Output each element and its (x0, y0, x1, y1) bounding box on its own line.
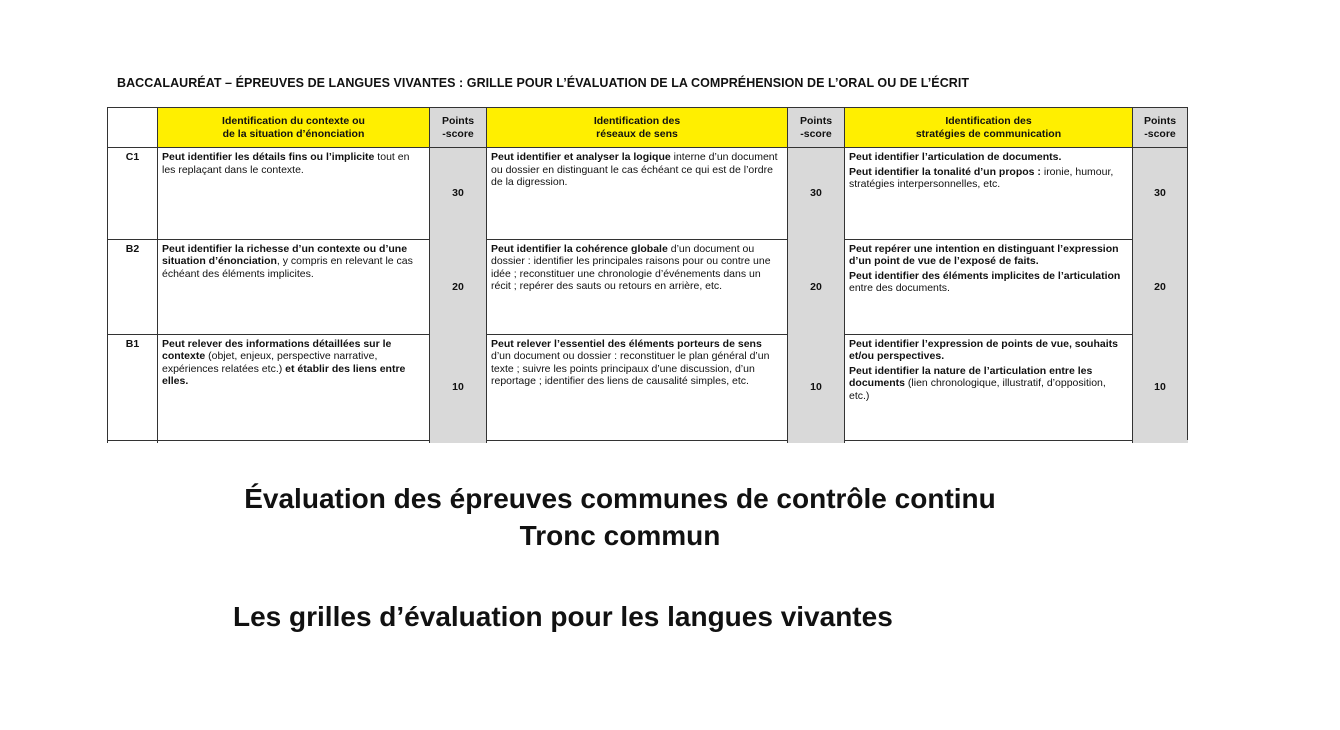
table-row (108, 334, 1188, 440)
section-title: Les grilles d’évaluation pour les langues vivantes (233, 601, 893, 632)
header-points-1-line1: Points (441, 115, 475, 127)
header-corner-cell (108, 108, 158, 148)
points-score: 10 (1133, 334, 1188, 440)
descriptor-text: ironie, humour, stratégies interpersonnelles, etc. (849, 165, 1114, 190)
descriptor-text: (objet, enjeux, perspective narrative, expériences relatées etc.) (162, 350, 378, 375)
descriptor-text: tout en les replaçant dans le contexte. (162, 151, 410, 176)
header-points-2 (788, 108, 845, 148)
header-communication-strategies (845, 108, 1133, 148)
level-label: B1 (108, 334, 158, 440)
cut-cell (108, 440, 158, 443)
strategies-descriptor (845, 334, 1133, 440)
table-row (108, 148, 1188, 240)
context-descriptor (158, 148, 430, 240)
descriptor-bold: Peut relever des informations détaillées sur le contexte (162, 337, 392, 363)
table-row (108, 239, 1188, 334)
descriptor-bold: Peut identifier les détails fins ou l’implicite (162, 151, 375, 163)
header-strategies-line2: stratégies de communication (915, 127, 1062, 140)
descriptor-bold: Peut identifier la tonalité d’un propos : (849, 165, 1041, 178)
points-score: 20 (788, 239, 845, 334)
points-score: 20 (430, 239, 487, 334)
header-points-3-line2: -score (1144, 127, 1176, 140)
header-points-3-line1: Points (1143, 115, 1177, 127)
meaning-descriptor (487, 334, 788, 440)
descriptor-bold: Peut identifier l’expression de points de vue, souhaits et/ou perspectives. (849, 337, 1118, 363)
points-score: 10 (430, 334, 487, 440)
descriptor-bold: Peut identifier l’articulation de documents. (849, 151, 1062, 163)
points-score: 10 (788, 334, 845, 440)
descriptor-bold: Peut identifier la cohérence globale (491, 242, 668, 255)
header-points-2-line1: Points (799, 115, 833, 127)
cut-cell (845, 440, 1133, 443)
points-score: 30 (1133, 148, 1188, 240)
points-score: 30 (430, 148, 487, 240)
cut-cell (430, 440, 487, 443)
table-cut-row (108, 440, 1188, 443)
descriptor-bold: Peut identifier et analyser la logique (491, 151, 671, 163)
meaning-descriptor (487, 148, 788, 240)
level-label: C1 (108, 148, 158, 240)
header-context (158, 108, 430, 148)
context-descriptor (158, 239, 430, 334)
strategies-descriptor (845, 148, 1133, 240)
descriptor-bold: Peut repérer une intention en distinguant l’expression d’un point de vue de l’exposé de faits. (849, 242, 1119, 268)
descriptor-text: d’un document ou dossier : identifier les principales raisons pour ou contre une idée ; reconstituer une chronologie d’événements dans un récit ; repérer des sauts ou retours en arrière, etc. (491, 242, 771, 293)
header-meaning-networks (487, 108, 788, 148)
grid-title: BACCALAURÉAT – ÉPREUVES DE LANGUES VIVANTES : GRILLE POUR L’ÉVALUATION DE LA COMPRÉHENSION DE L’ORAL OU DE L’ÉCRIT (117, 76, 970, 90)
descriptor-bold: Peut identifier des éléments implicites de l’articulation (849, 269, 1121, 282)
descriptor-bold: Peut relever l’essentiel des éléments porteurs de sens (491, 337, 762, 350)
evaluation-grid (107, 107, 1188, 443)
header-strategies-line1: Identification des (945, 115, 1032, 127)
cut-cell (158, 440, 430, 443)
context-descriptor (158, 334, 430, 440)
header-meaning-line2: réseaux de sens (596, 127, 678, 140)
strategies-descriptor (845, 239, 1133, 334)
points-score: 20 (1133, 239, 1188, 334)
descriptor-text: d’un document ou dossier : reconstituer le plan général d’un texte ; suivre les points principaux d’une discussion, d’un reportage ; identifier des liens de causalité simples, etc. (491, 350, 770, 388)
header-points-3 (1133, 108, 1188, 148)
header-points-1 (430, 108, 487, 148)
descriptor-bold: Peut identifier la nature de l’articulation entre les documents (849, 364, 1093, 390)
header-meaning-line1: Identification des (593, 115, 681, 127)
meaning-descriptor (487, 239, 788, 334)
descriptor-text: , y compris en relevant le cas échéant des éléments implicites. (162, 255, 413, 280)
header-context-line2: de la situation d’énonciation (222, 127, 365, 140)
points-score: 30 (788, 148, 845, 240)
cut-cell (788, 440, 845, 443)
main-subtitle: Tronc commun (519, 520, 721, 551)
header-points-2-line2: -score (800, 127, 832, 140)
header-row (108, 108, 1188, 148)
descriptor-text: entre des documents. (849, 282, 950, 295)
main-title: Évaluation des épreuves communes de contrôle continu (244, 483, 996, 514)
cut-cell (487, 440, 788, 443)
descriptor-bold: Peut identifier la richesse d’un contexte ou d’une situation d’énonciation (162, 242, 408, 268)
header-points-1-line2: -score (442, 127, 474, 140)
descriptor-bold: et établir des liens entre elles. (162, 362, 406, 388)
header-context-line1: Identification du contexte ou (222, 115, 365, 127)
level-label: B2 (108, 239, 158, 334)
cut-cell (1133, 440, 1188, 443)
descriptor-text: interne d’un document ou dossier en distinguant le cas échéant ce qui est de l’ordre de la digression. (491, 151, 778, 188)
descriptor-text: (lien chronologique, illustratif, d’opposition, etc.) (849, 377, 1106, 402)
